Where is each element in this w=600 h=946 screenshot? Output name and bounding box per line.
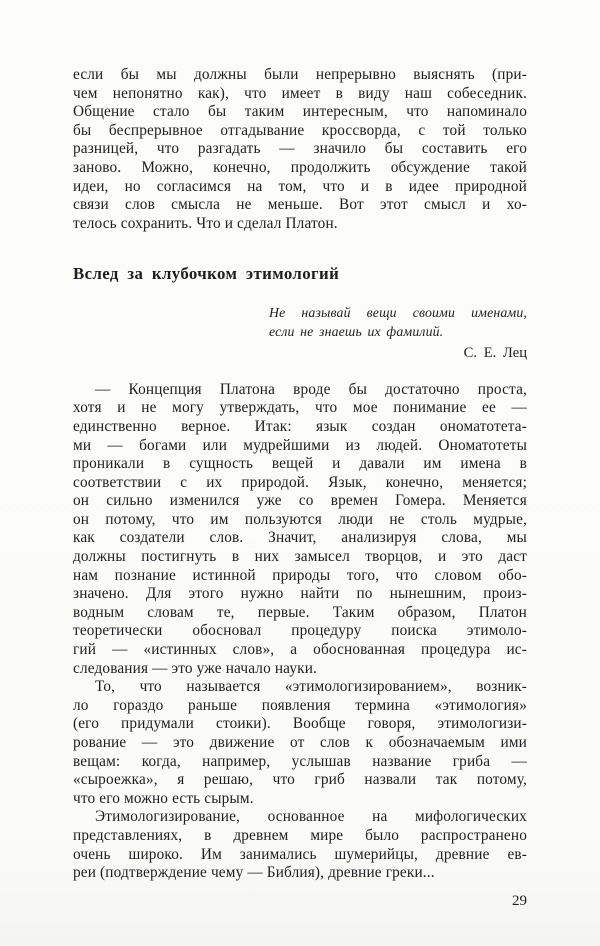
text-line: ло гораздо раньше появления термина «этимология» — [73, 696, 527, 714]
body-paragraph-4 — [73, 808, 527, 882]
epigraph-attribution: С. Е. Лец — [463, 344, 527, 361]
text-line: бы беспрерывное отгадывание кроссворда, с той только — [73, 121, 527, 139]
text-line: если бы мы должны были непрерывно выяснять (при- — [73, 66, 527, 83]
body-paragraph-2 — [73, 381, 527, 679]
text-line: рование — это движение от слов к обозначаемым ими — [73, 734, 527, 751]
text-line: идеи, но согласимся на том, что и в идее природной — [73, 177, 527, 195]
text-line: должны постигнуть в них замысел творцов, и это даст — [73, 548, 527, 566]
text-block — [73, 66, 527, 910]
text-line: следования — это уже начало науки. — [73, 659, 318, 677]
text-line: хотя и не могу утверждать, что мое понимание ее — — [73, 399, 527, 417]
text-line: как создатели слов. Значит, анализируя слова, мы — [73, 529, 527, 547]
text-line: Этимологизирование, основанное на мифологических — [95, 808, 527, 826]
text-line: связи слов смысла не меньше. Вот этот смысл и хо- — [73, 196, 527, 214]
chapter-heading: Вслед за клубочком этимологий — [73, 264, 340, 284]
text-line: представлениях, в древнем мире было распространено — [73, 826, 527, 844]
text-line: значено. Для этого нужно найти по нынешним, произ- — [73, 585, 527, 603]
text-line: реи (подтверждение чему — Библия), древние греки... — [73, 864, 435, 882]
body-paragraph-3 — [73, 678, 527, 808]
text-line: если не знаешь их фамилий. — [269, 323, 444, 339]
text-line: теоретически обосновал процедуру поиска этимоло- — [73, 622, 527, 640]
text-line: Общение стало бы таким интересным, что напоминало — [73, 103, 527, 121]
text-line: соответствии с их природой. Язык, конечно, меняется; — [73, 473, 527, 491]
text-line: единственно верное. Итак: язык создан ономатотета- — [73, 417, 527, 435]
text-line: что его можно есть сырым. — [73, 789, 254, 807]
text-line: — Концепция Платона вроде бы достаточно проста, — [95, 380, 527, 398]
text-line: То, что называется «этимологизированием», возник- — [95, 678, 527, 696]
body-paragraph-1 — [73, 66, 527, 233]
text-line: очень широко. Им занимались шумерийцы, древние ев- — [73, 845, 527, 863]
epigraph — [269, 304, 527, 340]
text-line: Не называй вещи своими именами, — [269, 305, 527, 321]
text-line: он потому, что им пользуются люди не столь мудрые, — [73, 510, 527, 528]
text-line: телось сохранить. Что и сделал Платон. — [73, 214, 338, 232]
text-line: разницей, что разгадать — значило бы составить его — [73, 140, 527, 158]
text-line: он сильно изменился уже со времен Гомера. Меняется — [73, 492, 527, 510]
text-line: нам познание истинной природы того, что словом обо- — [73, 566, 527, 584]
text-line: гий — «истинных слов», а обоснованная процедура ис- — [73, 641, 527, 659]
text-line: заново. Можно, конечно, продолжить обсуждение такой — [73, 158, 527, 176]
text-line: (его придумали стоики). Вообще говоря, этимологизи- — [73, 715, 527, 733]
text-line: водным словам те, первые. Таким образом, Платон — [73, 603, 527, 621]
text-line: «сыроежка», я решаю, что гриб назвали так потому, — [73, 771, 527, 789]
text-line: чем непонятно как), что имеет в виду наш собеседник. — [73, 84, 527, 102]
text-line: вещам: когда, например, услышав название гриба — — [73, 752, 527, 770]
page-number: 29 — [512, 892, 527, 909]
text-line: ми — богами или мудрейшими из людей. Ономатотеты — [73, 436, 527, 454]
text-line: проникали в сущность вещей и давали им имена в — [73, 455, 527, 473]
